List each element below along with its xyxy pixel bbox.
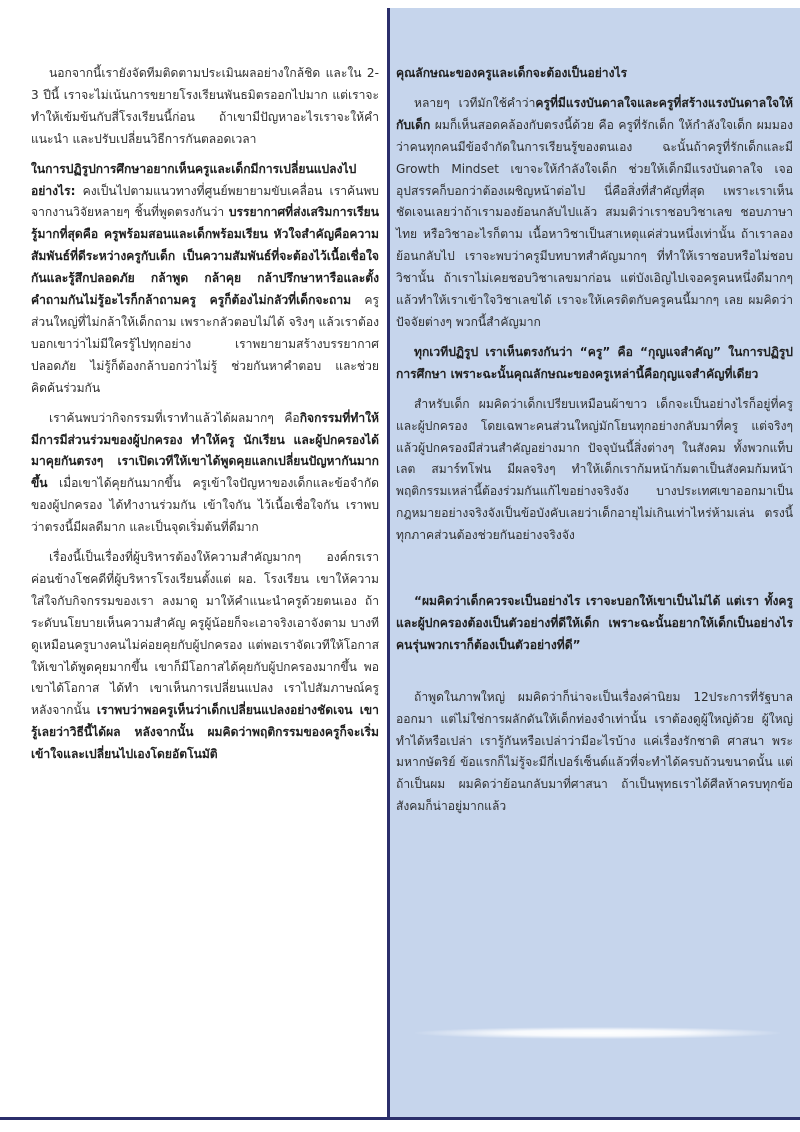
paragraph: นอกจากนี้เรายังจัดทีมติดตามประเมินผลอย่างใกล้ชิด และใน 2-3 ปีนี้ เราจะไม่เน้นการขยายโรงเรียนพันธมิตรออกไปมาก แต่เราจะทำให้เข้มข้นกับสี่โรงเรียนนี้ก่อน ถ้าเขามีปัญหาอะไรเราจะให้คำแนะนำ และปรับเปลี่ยนวิธีการกันตลอดเวลา — [31, 66, 379, 146]
paragraph: เรื่องนี้เป็นเรื่องที่ผู้บริหารต้องให้ความสำคัญมากๆ องค์กรเราค่อนข้างโชคดีที่ผู้บริหารโรงเรียนตั้งแต่ ผอ. โรงเรียน เขาให้ความใส่ใจกับกิจกรรมของเรา ลงมาดู มาให้คำแนะนำครูด้วยตนเอง ถ้าระดับนโยบายเห็นความสำคัญ ครูผู้น้อยก็จะเอาจริงเอาจังตาม บางทีดูเหมือนครูบางคนไม่ค่อยคุยกับผู้ปกครอง แต่พอเราจัดเวทีให้โอกาสให้เขาได้พูดคุยมากขึ้น เขาก็มีโอกาสได้คุยกับผู้ปกครองมากขึ้น พอเขาได้โอกาส ได้ทำ เขาเห็นการเปลี่ยนแปลง เราไปสัมภาษณ์ครูหลังจากนั้น เราพบว่าพอครูเห็นว่าเด็กเปลี่ยนแปลงอย่างชัดเจน เขารู้เลยว่าวิธีนี้ได้ผล หลังจากนั้น ผมคิดว่าพฤติกรรมของครูก็จะเริ่มเข้าใจและเปลี่ยนไปเองโดยอัตโนมัติ — [31, 550, 379, 762]
section-heading: คุณลักษณะของครูและเด็กจะต้องเป็นอย่างไร — [396, 66, 628, 80]
right-column-text — [396, 63, 793, 826]
decorative-highlight — [415, 1027, 780, 1039]
paragraph: หลายๆ เวทีมักใช้คำว่าครูที่มีแรงบันดาลใจและครูที่สร้างแรงบันดาลใจให้กับเด็ก ผมก็เห็นสอดคล้องกับตรงนี้ด้วย คือ ครูที่รักเด็ก ให้กำลังใจเด็ก ผมมองว่าคนทุกคนมีข้อจำกัดในการเรียนรู้ของตนเอง ฉะนั้นถ้าครูที่รักเด็กและมี Growth Mindset เขาจะให้กำลังใจเด็ก ช่วยให้เด็กมีแรงบันดาลใจ เจออุปสรรคก็บอกว่าต้องเผชิญหน้าต่อไป นี่คือสิ่งที่สำคัญที่สุด เพราะเราเห็นชัดเจนเลยว่าถ้าเรามองย้อนกลับไปแล้ว สมมติว่าเราชอบวิชาเลข ชอบภาษาไทย หรือวิชาอะไรก็ตาม เนื้อหาวิชาเป็นสาเหตุแค่ส่วนหนึ่งเท่านั้น ถ้าเราลองย้อนกลับไป เราจะพบว่าครูมีบทบาทสำคัญมากๆ ที่ทำให้เราชอบหรือไม่ชอบวิชานั้น ถ้าเราไม่เคยชอบวิชาเลขมาก่อน แต่บังเอิญไปเจอครูคนหนึ่งดีมากๆ แล้วทำให้เราเข้าใจวิชาเลขได้ เราจะให้เครดิตกับครูคนนี้มากๆ เลย ผมคิดว่าปัจจัยต่างๆ พวกนี้สำคัญมาก — [396, 95, 793, 329]
subheading: ในการปฏิรูปการศึกษาอยากเห็นครูและเด็กมีการเปลี่ยนแปลงไปอย่างไร: — [31, 161, 357, 198]
paragraph: สำหรับเด็ก ผมคิดว่าเด็กเปรียบเหมือนผ้าขาว เด็กจะเป็นอย่างไรก็อยู่ที่ครูและผู้ปกครอง โดยเฉพาะคนส่วนใหญ่มักโยนทุกอย่างกลับมาที่ครู แต่จริงๆ แล้วผู้ปกครองมีส่วนสำคัญอย่างมาก ปัจจุบันนี้สิ่งต่างๆ ในสังคม ทั้งพวกแท็บเลต สมาร์ทโฟน มีผลจริงๆ ทำให้เด็กเราก้มหน้าก้มตาเป็นสังคมก้มหน้า พฤติกรรมเหล่านี้ต้องร่วมกันแก้ไขอย่างจริงจัง บางประเทศเขาออกมาเป็นกฎหมายอย่างจริงจังเป็นข้อบังคับเลยว่าเด็กอายุไม่เกินเท่าไหร่ห้ามเล่น ตรงนี้ทุกภาคส่วนต้องช่วยกันอย่างจริงจัง — [396, 396, 793, 543]
pull-quote: “ผมคิดว่าเด็กควรจะเป็นอย่างไร เราจะบอกให้เขาเป็นไม่ได้ แต่เรา ทั้งครู และผู้ปกครองต้องเป็นตัวอย่างที่ดีให้เด็ก เพราะฉะนั้นอยากให้เด็กเป็นอย่างไร คนรุ่นพวกเราก็ต้องเป็นตัวอย่างที่ดี” — [396, 594, 793, 652]
paragraph: ทุกเวทีปฏิรูป เราเห็นตรงกันว่า “ครู” คือ “กุญแจสำคัญ” ในการปฏิรูปการศึกษา เพราะฉะนั้นคุณลักษณะของครูเหล่านี้คือกุญแจสำคัญที่เดียว — [396, 344, 793, 381]
left-column-text — [31, 63, 379, 774]
paragraph: เราค้นพบว่ากิจกรรมที่เราทำแล้วได้ผลมากๆ คือกิจกรรมที่ทำให้มีการมีส่วนร่วมของผู้ปกครอง ทำให้ครู นักเรียน และผู้ปกครองได้มาคุยกันตรงๆ เราเปิดเวทีให้เขาได้พูดคุยแลกเปลี่ยนปัญหากันมากขึ้น เมื่อเขาได้คุยกันมากขึ้น ครูเข้าใจปัญหาของเด็กและข้อจำกัดของผู้ปกครอง ได้ทำงานร่วมกัน เข้าใจกัน ไว้เนื้อเชื่อใจกัน เราพบว่าตรงนี้มีผลดีมาก และเป็นจุดเริ่มต้นที่ดีมาก — [31, 410, 379, 535]
paragraph: ในการปฏิรูปการศึกษาอยากเห็นครูและเด็กมีการเปลี่ยนแปลงไปอย่างไร: คงเป็นไปตามแนวทางที่ศูนย์พยายามขับเคลื่อน เราค้นพบจากงานวิจัยหลายๆ ชิ้นที่พูดตรงกันว่า บรรยากาศที่ส่งเสริมการเรียนรู้มากที่สุดคือ ครูพร้อมสอนและเด็กพร้อมเรียน หัวใจสำคัญคือความสัมพันธ์ที่ดีระหว่างครูกับเด็ก เป็นความสัมพันธ์ที่จะต้องไว้เนื้อเชื่อใจกันและรู้สึกปลอดภัย กล้าพูด กล้าคุย กล้าปรึกษาหารือและตั้งคำถามกันไม่รู้อะไรก็กล้าถามครู ครูก็ต้องไม่กลัวที่เด็กจะถาม ครูส่วนใหญ่ที่ไม่กล้าให้เด็กถาม เพราะกลัวตอบไม่ได้ จริงๆ แล้วเราต้องบอกเขาว่าไม่มีใครรู้ไปทุกอย่าง เราพยายามสร้างบรรยากาศปลอดภัย ไม่รู้ก็ต้องกล้าบอกว่าไม่รู้ ช่วยกันหาคำตอบ และช่วยคิดค้นร่วมกัน — [31, 161, 379, 395]
left-column — [0, 0, 388, 1118]
bottom-rule — [0, 1117, 800, 1120]
paragraph: ถ้าพูดในภาพใหญ่ ผมคิดว่าก็น่าจะเป็นเรื่องค่านิยม 12ประการที่รัฐบาลออกมา แต่ไม่ใช่การผลักดันให้เด็กท่องจำเท่านั้น เราต้องดูผู้ใหญ่ด้วย ผู้ใหญ่ทำได้หรือเปล่า เรารู้กันหรือเปล่าว่ามีอะไรบ้าง แค่เรื่องรักชาติ ศาสนา พระมหากษัตริย์ ข้อแรกก็ไม่รู้จะมีกี่เปอร์เซ็นต์แล้วที่จะทำได้ครบถ้วนขนาดนั้น แต่ถ้าเป็นผม ผมคิดว่าย้อนกลับมาที่ศาสนา ถ้าเป็นพุทธเราได้ศีลห้าครบทุกข้อ สังคมก็น่าอยู่มากแล้ว — [396, 689, 793, 814]
